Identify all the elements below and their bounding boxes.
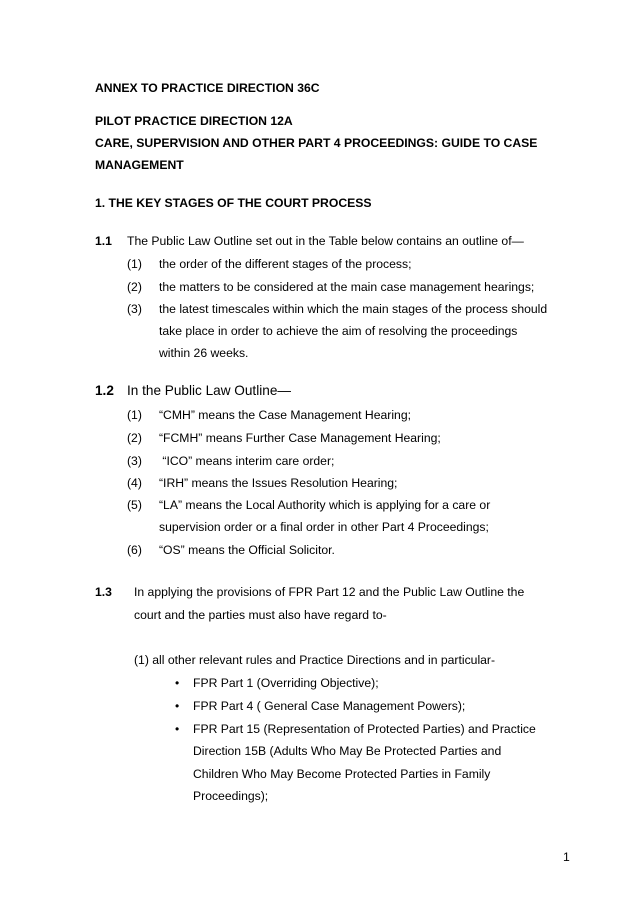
list-item-number: (3) (127, 302, 142, 316)
paragraph-number-1-3: 1.3 (95, 585, 112, 599)
bullet-text: Proceedings); (193, 789, 269, 803)
subtitle-line-2: MANAGEMENT (95, 158, 184, 172)
pilot-title: PILOT PRACTICE DIRECTION 12A (95, 114, 293, 128)
list-item-text: “CMH” means the Case Management Hearing; (159, 408, 411, 422)
paragraph-number-1-1: 1.1 (95, 234, 112, 248)
paragraph-1-3-line-1: In applying the provisions of FPR Part 12 and the Public Law Outline the (134, 585, 525, 599)
list-item-text: take place in order to achieve the aim of resolving the proceedings (159, 324, 518, 338)
list-item-text: “LA” means the Local Authority which is applying for a care or (159, 498, 491, 512)
subtitle-line-1: CARE, SUPERVISION AND OTHER PART 4 PROCEEDINGS: GUIDE TO CASE (95, 136, 538, 150)
list-item-number: (3) (127, 454, 142, 468)
section-heading: 1. THE KEY STAGES OF THE COURT PROCESS (95, 196, 372, 210)
list-item-text: within 26 weeks. (159, 346, 249, 360)
list-item-text: “OS” means the Official Solicitor. (159, 543, 335, 557)
list-item-number: (1) (127, 408, 142, 422)
bullet-icon: • (175, 722, 180, 736)
bullet-text: FPR Part 4 ( General Case Management Powers); (193, 699, 466, 713)
list-item-number: (5) (127, 498, 142, 512)
list-item-text: the latest timescales within which the main stages of the process should (159, 302, 548, 316)
page-number: 1 (563, 850, 570, 864)
list-item-text: the order of the different stages of the process; (159, 257, 412, 271)
list-item-number: (4) (127, 476, 142, 490)
list-item-number: (1) (127, 257, 142, 271)
bullet-text: Children Who May Become Protected Parties in Family (193, 767, 491, 781)
sub-item-text: (1) all other relevant rules and Practice Directions and in particular- (134, 653, 496, 667)
list-item-text: “ICO” means interim care order; (159, 454, 335, 468)
list-item-text: the matters to be considered at the main case management hearings; (159, 280, 535, 294)
list-item-number: (2) (127, 280, 142, 294)
paragraph-number-1-2: 1.2 (95, 383, 114, 398)
paragraph-1-3-line-2: court and the parties must also have regard to- (134, 608, 387, 622)
list-item-text: supervision order or a final order in other Part 4 Proceedings; (159, 520, 489, 534)
bullet-icon: • (175, 699, 180, 713)
bullet-icon: • (175, 676, 180, 690)
annex-title: ANNEX TO PRACTICE DIRECTION 36C (95, 81, 320, 95)
paragraph-1-1-text: The Public Law Outline set out in the Table below contains an outline of— (127, 234, 524, 248)
list-item-text: “IRH” means the Issues Resolution Hearing; (159, 476, 398, 490)
bullet-text: FPR Part 1 (Overriding Objective); (193, 676, 379, 690)
bullet-text: FPR Part 15 (Representation of Protected Parties) and Practice (193, 722, 536, 736)
paragraph-1-2-text: In the Public Law Outline— (127, 383, 291, 398)
list-item-number: (6) (127, 543, 142, 557)
list-item-number: (2) (127, 431, 142, 445)
list-item-text: “FCMH” means Further Case Management Hearing; (159, 431, 441, 445)
bullet-text: Direction 15B (Adults Who May Be Protected Parties and (193, 744, 502, 758)
